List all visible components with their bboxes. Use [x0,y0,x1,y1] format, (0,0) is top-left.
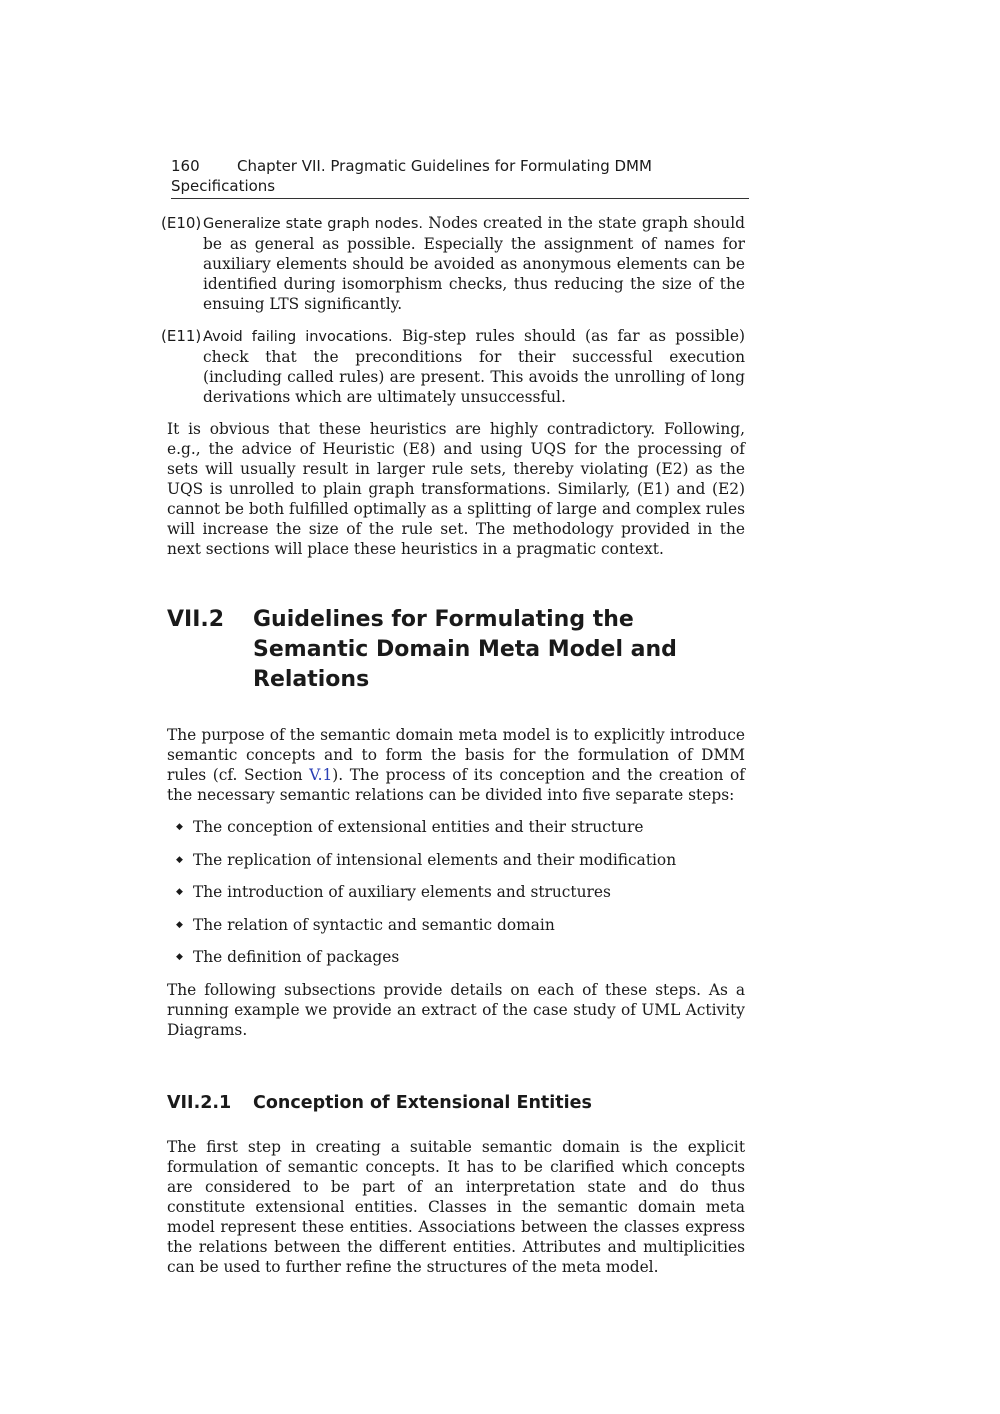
contradiction-paragraph: It is obvious that these heuristics are highly contradictory. Following, e.g., the advice of Heuristic (E8) and using UQS for the processing of sets will usually result in larger rule sets, thereby violating (E2) as the UQS is unrolled to plain graph transformations. Similarly, (E1) and (E2) cannot be both fulfilled optimally as a splitting of large and complex rules will increase the size of the rule set. The methodology provided in the next sections will place these heuristics in a pragmatic context. [167,420,745,558]
diamond-bullet-icon: ◆ [176,822,183,832]
list-item-text: The introduction of auxiliary elements and structures [193,883,611,901]
section-heading [167,605,745,695]
section-intro-paragraph [167,725,745,805]
diamond-bullet-icon: ◆ [176,887,183,897]
steps-list [167,817,745,967]
page-content [161,213,745,1277]
list-item [176,817,745,837]
list-item [176,882,745,902]
heuristic-body [203,213,745,314]
heuristic-body [203,326,745,407]
list-item-text: The definition of packages [193,948,400,966]
list-item [176,947,745,967]
heuristic-label: (E10) [161,214,202,232]
heuristic-text: Big-step rules should (as far as possible) check that the preconditions for their successful execution (including called rules) are present. This avoids the unrolling of long derivations which are ultimately unsuccessful. [203,327,745,406]
running-header [171,156,749,199]
heuristic-text: Nodes created in the state graph should be as general as possible. Especially the assignment of names for auxiliary elements should be avoided as anonymous elements can be identified during isomorphism checks, thus reducing the size of the ensuing LTS significantly. [203,214,745,313]
intro-text-continued: ). The process of its conception and the creation of the necessary semantic relations can be divided into five separate steps: [167,766,745,804]
heuristic-item [161,326,745,407]
page-number: 160 [171,157,200,175]
heuristic-name: Avoid failing invocations. [203,329,393,345]
section-reference-link[interactable]: V.1 [309,766,333,784]
subsection-heading [167,1091,745,1115]
heuristic-name: Generalize state graph nodes. [203,216,424,232]
diamond-bullet-icon: ◆ [176,854,183,865]
subsection-paragraph: The first step in creating a suitable semantic domain is the explicit formulation of semantic concepts. It has to be clarified which concepts are considered to be part of an interpretation state and do thus constitute extensional entities. Classes in the semantic domain meta model represent these entities. Associations between the classes express the relations between the different entities. Attributes and multiplicities can be used to further refine the structures of the meta model. [167,1137,745,1276]
list-item-text: The relation of syntactic and semantic domain [193,915,555,934]
subsection-title: Conception of Extensional Entities [253,1092,592,1113]
heuristic-item [161,213,745,314]
section-title: Guidelines for Formulating the Semantic Domain Meta Model and Relations [253,607,677,692]
diamond-bullet-icon: ◆ [176,952,183,962]
list-item [176,850,745,870]
diamond-bullet-icon: ◆ [176,919,183,930]
running-title: Chapter VII. Pragmatic Guidelines for Formulating DMM Specifications [171,157,652,195]
heuristic-label: (E11) [161,327,202,345]
section-outro-paragraph: The following subsections provide details on each of these steps. As a running example we provide an extract of the case study of UML Activity Diagrams. [167,980,745,1039]
list-item-text: The replication of intensional elements and their modification [193,850,677,869]
subsection-number: VII.2.1 [167,1092,232,1113]
intro-text: The purpose of the semantic domain meta model is to explicitly introduce semantic concepts and to form the basis for the formulation of DMM rules (cf. Section [167,726,745,784]
list-item [176,915,745,935]
section-number: VII.2 [167,607,225,632]
list-item-text: The conception of extensional entities and their structure [193,818,644,836]
